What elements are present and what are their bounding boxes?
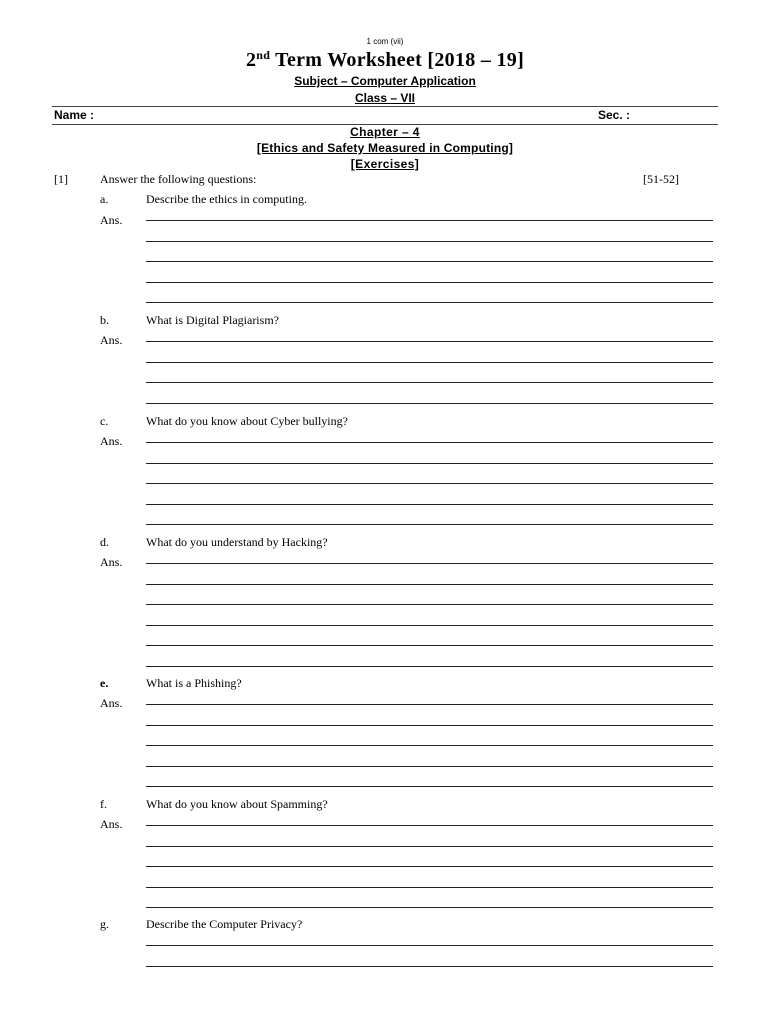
question-letter: a. xyxy=(100,192,109,206)
question-letter: e. xyxy=(100,676,109,690)
question-letter: c. xyxy=(100,414,109,428)
question-text: What is a Phishing? xyxy=(146,676,242,690)
answer-line[interactable] xyxy=(146,866,713,867)
page-reference: [51-52] xyxy=(643,172,679,186)
answer-line[interactable] xyxy=(146,483,713,484)
document-code: 1 com (vii) xyxy=(366,37,404,46)
divider-top xyxy=(52,106,718,107)
answer-line[interactable] xyxy=(146,966,713,967)
answer-line[interactable] xyxy=(146,825,713,826)
answer-label: Ans. xyxy=(100,434,123,448)
question-text: Describe the Computer Privacy? xyxy=(146,917,303,931)
answer-line[interactable] xyxy=(146,666,713,667)
answer-line[interactable] xyxy=(146,887,713,888)
answer-line[interactable] xyxy=(146,220,713,221)
answer-line[interactable] xyxy=(146,584,713,585)
answer-line[interactable] xyxy=(146,504,713,505)
title-number: 2 xyxy=(245,49,257,71)
name-label: Name : xyxy=(54,108,95,122)
section-number: [1] xyxy=(54,172,68,186)
question-letter: f. xyxy=(100,797,107,811)
title-rest: Term Worksheet [2018 – 19] xyxy=(270,49,525,71)
answer-line[interactable] xyxy=(146,786,713,787)
answer-line[interactable] xyxy=(146,362,713,363)
answer-label: Ans. xyxy=(100,696,123,710)
answer-line[interactable] xyxy=(146,302,713,303)
answer-line[interactable] xyxy=(146,704,713,705)
answer-line[interactable] xyxy=(146,261,713,262)
answer-line[interactable] xyxy=(146,945,713,946)
answer-line[interactable] xyxy=(146,463,713,464)
answer-line[interactable] xyxy=(146,341,713,342)
answer-line[interactable] xyxy=(146,625,713,626)
question-letter: g. xyxy=(100,917,109,931)
class-line: Class – VII xyxy=(354,91,416,105)
question-text: What do you know about Cyber bullying? xyxy=(146,414,348,428)
answer-line[interactable] xyxy=(146,846,713,847)
exercises-heading: [Exercises] xyxy=(350,157,420,171)
chapter-heading: Chapter – 4 xyxy=(350,125,420,139)
answer-line[interactable] xyxy=(146,766,713,767)
answer-line[interactable] xyxy=(146,403,713,404)
question-text: What is Digital Plagiarism? xyxy=(146,313,279,327)
answer-line[interactable] xyxy=(146,645,713,646)
title-suffix: nd xyxy=(256,48,271,62)
question-letter: b. xyxy=(100,313,109,327)
answer-line[interactable] xyxy=(146,745,713,746)
answer-line[interactable] xyxy=(146,604,713,605)
answer-line[interactable] xyxy=(146,241,713,242)
answer-line[interactable] xyxy=(146,563,713,564)
question-text: What do you know about Spamming? xyxy=(146,797,328,811)
subject-line: Subject – Computer Application xyxy=(294,74,476,88)
section-instruction: Answer the following questions: xyxy=(100,172,257,186)
question-letter: d. xyxy=(100,535,109,549)
question-text: What do you understand by Hacking? xyxy=(146,535,328,549)
section-label: Sec. : xyxy=(598,108,631,122)
question-text: Describe the ethics in computing. xyxy=(146,192,307,206)
answer-label: Ans. xyxy=(100,213,123,227)
answer-line[interactable] xyxy=(146,524,713,525)
answer-label: Ans. xyxy=(100,817,123,831)
answer-label: Ans. xyxy=(100,555,123,569)
answer-line[interactable] xyxy=(146,282,713,283)
answer-line[interactable] xyxy=(146,442,713,443)
answer-label: Ans. xyxy=(100,333,123,347)
answer-line[interactable] xyxy=(146,725,713,726)
chapter-title: [Ethics and Safety Measured in Computing] xyxy=(256,141,514,155)
answer-line[interactable] xyxy=(146,907,713,908)
worksheet-title xyxy=(0,48,770,72)
answer-line[interactable] xyxy=(146,382,713,383)
